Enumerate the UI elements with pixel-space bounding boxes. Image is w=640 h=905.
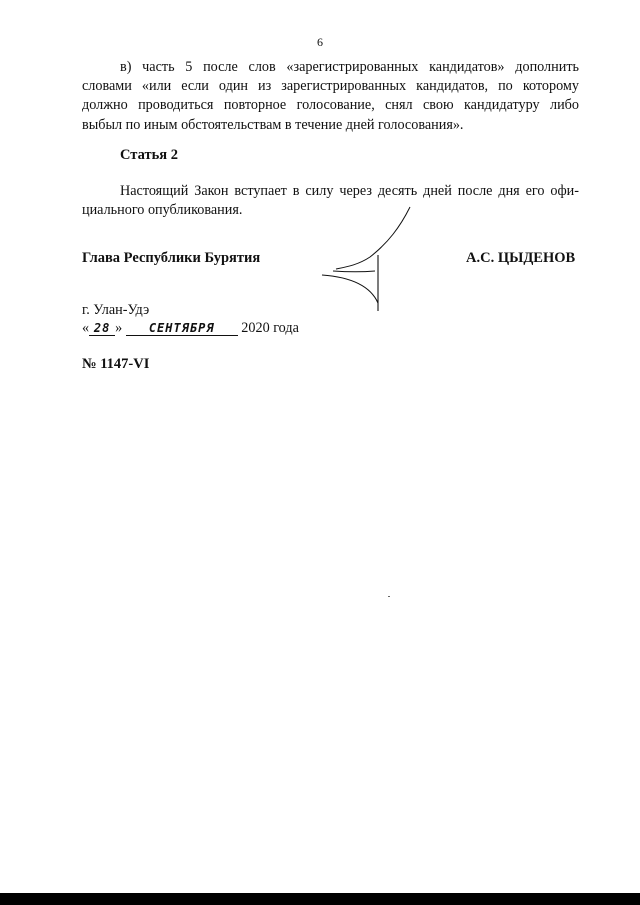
date-year: 2020 года (241, 320, 299, 336)
scan-speck (388, 596, 390, 597)
law-number: № 1147-VI (82, 356, 150, 372)
paragraph-line: словами «или если один из зарегистрированных кандидатов, по которому (82, 78, 579, 95)
paragraph-line: Настоящий Закон вступает в силу через десять дней после дня его офи- (120, 183, 579, 199)
date-month: СЕНТЯБРЯ (126, 321, 238, 336)
article-heading: Статья 2 (120, 147, 178, 163)
handwritten-signature (318, 205, 428, 315)
scan-edge-bar (0, 893, 640, 905)
page-number: 6 (317, 35, 323, 49)
date-close-quote: » (115, 320, 123, 336)
date-day: 28 (89, 321, 115, 336)
place-of-signing: г. Улан-Удэ (82, 302, 150, 318)
paragraph-amendment (82, 58, 579, 135)
paragraph-line: должно проводиться повторное голосование, снял свою кандидатуру либо (82, 97, 579, 114)
paragraph-line: в) часть 5 после слов «зарегистрированных кандидатов» дополнить (120, 59, 579, 75)
signing-date (82, 320, 299, 337)
signatory-name: А.С. ЦЫДЕНОВ (466, 250, 576, 266)
paragraph-line: выбыл по иным обстоятельствам в течение дней голосования». (82, 116, 464, 133)
date-open-quote: « (82, 320, 90, 336)
signatory-title: Глава Республики Бурятия (82, 250, 261, 266)
paragraph-line: циального опубликования. (82, 202, 243, 219)
